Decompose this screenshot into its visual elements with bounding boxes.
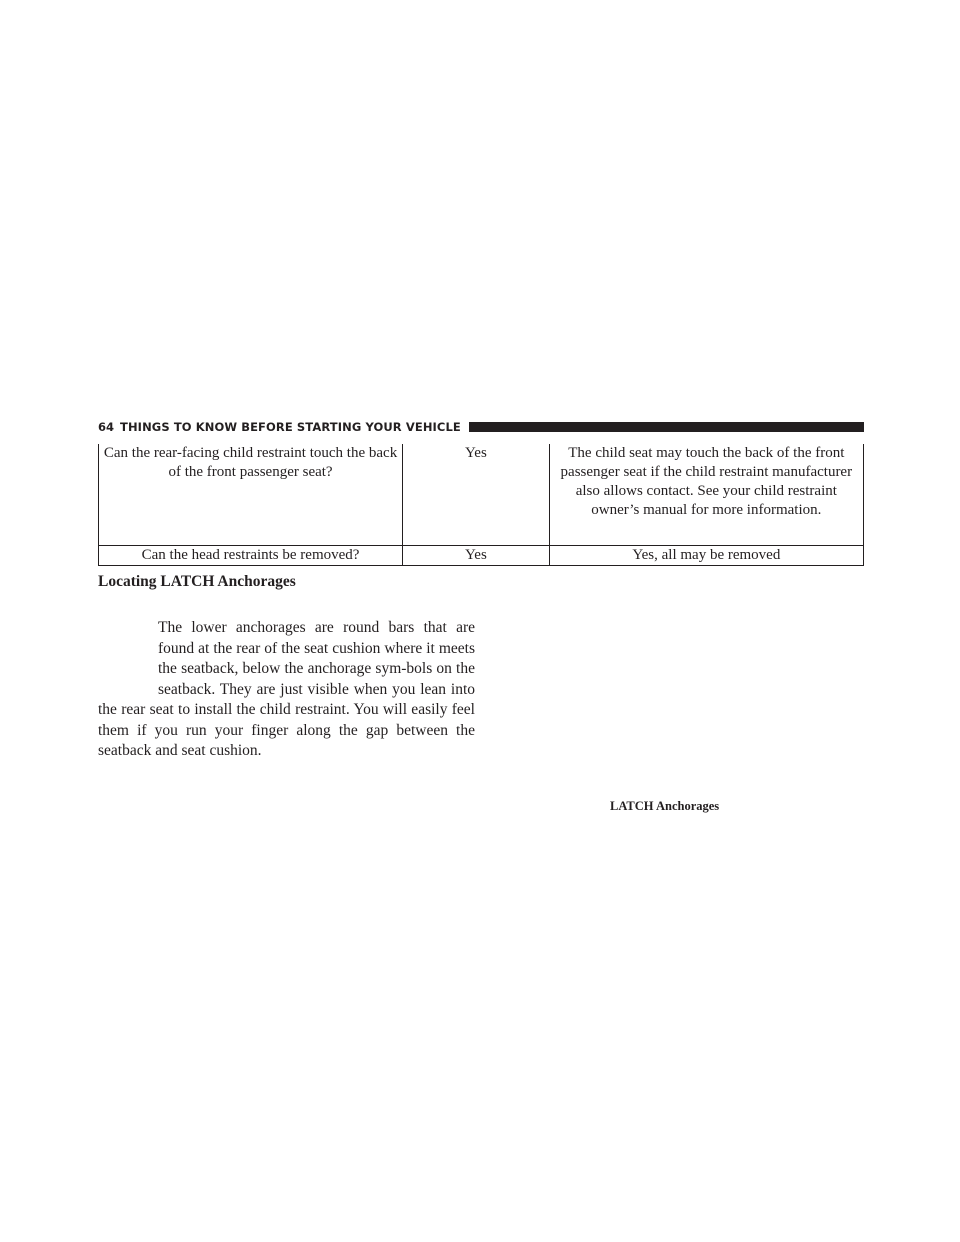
table-row	[99, 546, 864, 566]
table-cell-answer: Yes	[403, 546, 550, 566]
text-indent-float	[98, 618, 158, 698]
header-rule	[469, 422, 864, 432]
table-cell-note: The child seat may touch the back of the front passenger seat if the child restraint manufacturer also allows contact. See your child restraint owner’s manual for more information.	[549, 444, 863, 546]
section-title: THINGS TO KNOW BEFORE STARTING YOUR VEHICLE	[120, 420, 461, 434]
info-table	[98, 444, 864, 566]
section-heading: Locating LATCH Anchorages	[98, 573, 296, 590]
table-cell-question: Can the head restraints be removed?	[99, 546, 403, 566]
table-cell-note: Yes, all may be removed	[549, 546, 863, 566]
page-header	[98, 417, 864, 437]
figure-caption: LATCH Anchorages	[610, 799, 720, 813]
body-paragraph	[98, 618, 475, 762]
page-number: 64	[98, 420, 115, 434]
table-row	[99, 444, 864, 546]
table-cell-question: Can the rear-facing child restraint touch the back of the front passenger seat?	[99, 444, 403, 546]
table-cell-answer: Yes	[403, 444, 550, 546]
body-paragraph-text: The lower anchorages are round bars that are found at the rear of the seat cushion where it meets the seatback, below the anchorage sym-bols on the seatback. They are just visible when you lean into the rear seat to install the child restraint. You will easily feel them if you run your finger along the gap between the seatback and seat cushion.	[98, 619, 475, 759]
